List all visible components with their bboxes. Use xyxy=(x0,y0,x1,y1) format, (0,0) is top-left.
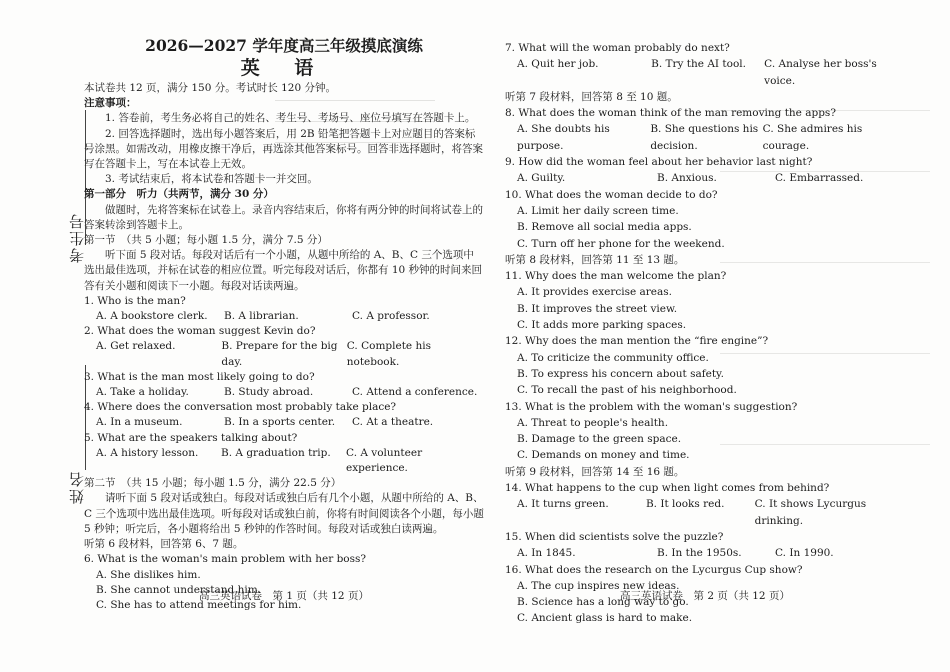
option-a: A. Limit her daily screen time. xyxy=(517,204,679,217)
question-14-options xyxy=(517,496,905,529)
binding-margin xyxy=(28,0,86,672)
exam-title: 2026—2027 学年度高三年级摸底演练 xyxy=(145,36,423,55)
option-c: C. To recall the past of his neighborhood. xyxy=(517,384,737,397)
option-a: A. In 1845. xyxy=(517,547,576,560)
option-c: C. A volunteer experience. xyxy=(346,446,423,475)
section2-instructions: 请听下面 5 段对话或独白。每段对话或独白后有几个小题，从题中所给的 A、B、C 三个选项中选出最佳选项。听每段对话或独白前，你将有时间阅读各个小题，每小题 5 秒钟；听完后，各小题将给出 5 秒钟的作答时间。每段对话或独白读两遍。 xyxy=(84,492,484,535)
question-5-options xyxy=(96,446,484,476)
option-c: C. Ancient glass is hard to make. xyxy=(517,612,693,625)
option-c: C. Embarrassed. xyxy=(775,172,864,185)
option-a: A. Threat to people's health. xyxy=(517,416,669,429)
question-1: 1. Who is the man? xyxy=(84,294,186,307)
question-3-options xyxy=(96,385,484,400)
option-b: B. Science has a long way to go. xyxy=(517,596,689,609)
option-b: B. Damage to the green space. xyxy=(517,433,682,446)
option-a: A. It provides exercise areas. xyxy=(517,286,673,299)
question-12: 12. Why does the man mention the “fire engine”? xyxy=(505,335,769,348)
question-4: 4. Where does the conversation most probably take place? xyxy=(84,401,397,414)
option-c: C. A professor. xyxy=(352,310,430,323)
option-b: B. It looks red. xyxy=(645,498,725,511)
section1-instructions: 听下面 5 段对话。每段对话后有一个小题，从题中所给的 A、B、C 三个选项中选出最佳选项，并标在试卷的相应位置。听完每段对话后，你都有 10 秒钟的时间来回答有关小题和阅读下一小题。每段对话读两遍。 xyxy=(84,249,483,292)
option-b: B. In a sports center. xyxy=(224,416,336,429)
notice-1: 1. 答卷前，考生务必将自己的姓名、考生号、考场号、座位号填写在答题卡上。 xyxy=(105,112,476,125)
option-a: A. A history lesson. xyxy=(96,446,199,459)
option-b: B. Anxious. xyxy=(657,172,717,185)
option-a: A. She dislikes him. xyxy=(96,568,201,581)
option-c: C. At a theatre. xyxy=(352,416,434,429)
option-c: C. In 1990. xyxy=(775,547,834,560)
option-c: C. It adds more parking spaces. xyxy=(517,319,687,332)
name-label: 姓名 xyxy=(68,470,86,504)
section1-heading: 第一节 （共 5 小题；每小题 1.5 分，满分 7.5 分） xyxy=(84,234,328,247)
exam-intro: 本试卷共 12 页，满分 150 分。考试时长 120 分钟。 xyxy=(84,82,336,94)
question-13: 13. What is the problem with the woman's suggestion? xyxy=(505,400,798,413)
question-8: 8. What does the woman think of the man removing the apps? xyxy=(505,107,836,120)
option-a: A. The cup inspires new ideas. xyxy=(517,579,680,592)
notice-heading: 注意事项： xyxy=(84,97,137,110)
option-a: A. It turns green. xyxy=(517,498,609,511)
material-9-note: 听第 9 段材料，回答第 14 至 16 题。 xyxy=(505,465,685,478)
option-a: A. A bookstore clerk. xyxy=(96,310,208,323)
option-c: C. Complete his notebook. xyxy=(346,340,431,368)
question-3: 3. What is the man most likely going to do? xyxy=(84,370,315,383)
question-16: 16. What does the research on the Lycurgus Cup show? xyxy=(505,563,803,576)
question-6: 6. What is the woman's main problem with her boss? xyxy=(84,553,367,566)
exam-page-1 xyxy=(84,36,484,613)
notice-3: 3. 考试结束后，将本试卷和答题卡一并交回。 xyxy=(105,173,318,186)
option-b: B. Try the AI tool. xyxy=(651,58,746,71)
question-7-options xyxy=(517,56,905,89)
question-9: 9. How did the woman feel about her behavior last night? xyxy=(505,156,813,169)
question-5: 5. What are the speakers talking about? xyxy=(84,431,298,444)
question-15: 15. When did scientists solve the puzzle? xyxy=(505,530,724,543)
option-a: A. To criticize the community office. xyxy=(517,351,709,364)
question-2: 2. What does the woman suggest Kevin do? xyxy=(84,325,316,338)
question-2-options xyxy=(96,339,484,369)
question-4-options xyxy=(96,415,484,430)
option-b: B. A librarian. xyxy=(224,310,299,323)
option-b: B. A graduation trip. xyxy=(221,446,331,459)
option-a: A. Get relaxed. xyxy=(96,340,176,353)
option-c: C. Demands on money and time. xyxy=(517,449,690,462)
material-6-note: 听第 6 段材料，回答第 6、7 题。 xyxy=(84,538,244,551)
question-14: 14. What happens to the cup when light comes from behind? xyxy=(505,482,830,495)
page-1-footer: 高三英语试卷 第 1 页（共 12 页） xyxy=(199,590,369,602)
part1-instructions: 做题时，先将答案标在试卷上。录音内容结束后，你将有两分钟的时间将试卷上的答案转涂到答题卡上。 xyxy=(84,203,483,231)
exam-number-label: 考生号 xyxy=(68,212,86,263)
option-a: A. Quit her job. xyxy=(517,58,599,71)
section2-heading: 第二节 （共 15 小题；每小题 1.5 分，满分 22.5 分） xyxy=(84,477,342,490)
option-b: B. To express his concern about safety. xyxy=(517,367,724,380)
option-b: B. She cannot understand him. xyxy=(96,583,262,596)
part1-heading: 第一部分 听力（共两节，满分 30 分） xyxy=(84,188,274,201)
option-b: B. Prepare for the big day. xyxy=(221,340,338,368)
option-c: C. It shows Lycurgus drinking. xyxy=(754,498,867,527)
option-b: B. It improves the street view. xyxy=(517,302,678,315)
option-a: A. In a museum. xyxy=(96,416,183,429)
option-a: A. She doubts his purpose. xyxy=(517,123,610,152)
question-8-options xyxy=(517,121,905,154)
option-b: B. She questions his decision. xyxy=(650,123,759,152)
exam-page-2 xyxy=(505,40,905,627)
question-11: 11. Why does the man welcome the plan? xyxy=(505,270,727,283)
option-b: B. Study abroad. xyxy=(224,386,314,399)
option-b: B. In the 1950s. xyxy=(657,547,742,560)
page-2-footer: 高三英语试卷 第 2 页（共 12 页） xyxy=(620,590,790,602)
question-10: 10. What does the woman decide to do? xyxy=(505,188,718,201)
option-c: C. Turn off her phone for the weekend. xyxy=(517,237,725,250)
notice-2: 2. 回答选择题时，选出每小题答案后，用 2B 铅笔把答题卡上对应题目的答案标号涂黑。如需改动，用橡皮擦干净后，再选涂其他答案标号。回答非选择题时，将答案写在答题卡上，写在本试卷上无效。 xyxy=(84,127,483,171)
option-b: B. Remove all social media apps. xyxy=(517,221,692,234)
option-c: C. Attend a conference. xyxy=(352,386,478,399)
material-7-note: 听第 7 段材料，回答第 8 至 10 题。 xyxy=(505,90,678,103)
exam-subject: 英 语 xyxy=(240,57,328,79)
option-c: C. She has to attend meetings for him. xyxy=(96,598,302,611)
question-15-options xyxy=(517,545,905,561)
option-a: A. Guilty. xyxy=(517,172,566,185)
option-a: A. Take a holiday. xyxy=(96,386,189,399)
option-c: C. Analyse her boss's voice. xyxy=(764,58,877,87)
material-8-note: 听第 8 段材料，回答第 11 至 13 题。 xyxy=(505,253,685,266)
option-c: C. She admires his courage. xyxy=(762,123,863,152)
question-9-options xyxy=(517,170,905,186)
question-1-options xyxy=(96,309,484,324)
question-7: 7. What will the woman probably do next? xyxy=(505,42,730,54)
